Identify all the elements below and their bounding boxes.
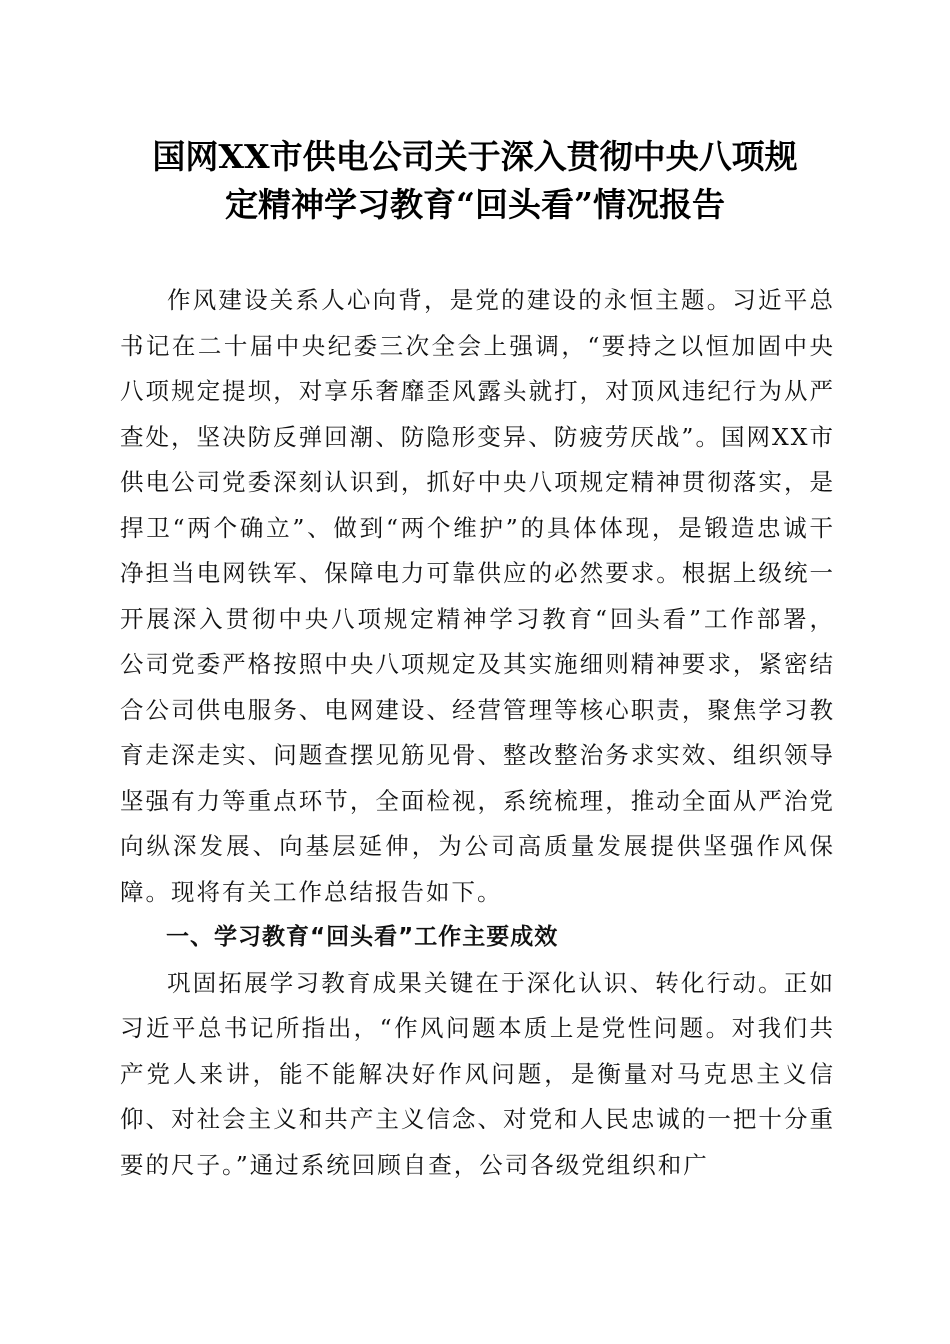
title-line-2: 定精神学习教育“回头看”情况报告 xyxy=(225,185,725,224)
section-paragraph: 巩固拓展学习教育成果关键在于深化认识、转化行动。正如习近平总书记所指出，“作风问题本质上是党性问题。对我们共产党人来讲，能不能解决好作风问题，是衡量对马克思主义信仰、对社会主义和共产主义信念、对党和人民忠诚的一把十分重要的尺子。”通过系统回顾自查，公司各级党组织和广 xyxy=(120,968,835,1179)
section-heading: 一、学习教育“回头看”工作主要成效 xyxy=(166,924,559,950)
document-title xyxy=(100,133,850,229)
intro-paragraph: 作风建设关系人心向背，是党的建设的永恒主题。习近平总书记在二十届中央纪委三次全会上强调，“要持之以恒加固中央八项规定提坝，对享乐奢靡歪风露头就打，对顶风违纪行为从严查处，坚决防反弹回潮、防隐形变异、防疲劳厌战”。国网XX市供电公司党委深刻认识到，抓好中央八项规定精神贯彻落实，是捍卫“两个确立”、做到“两个维护”的具体体现，是锻造忠诚干净担当电网铁军、保障电力可靠供应的必然要求。根据上级统一开展深入贯彻中央八项规定精神学习教育“回头看”工作部署，公司党委严格按照中央八项规定及其实施细则精神要求，紧密结合公司供电服务、电网建设、经营管理等核心职责，聚焦学习教育走深走实、问题查摆见筋见骨、整改整治务求实效、组织领导坚强有力等重点环节，全面检视，系统梳理，推动全面从严治党向纵深发展、向基层延伸，为公司高质量发展提供坚强作风保障。现将有关工作总结报告如下。 xyxy=(120,286,835,906)
document-body xyxy=(120,278,835,1188)
title-line-1: 国网XX市供电公司关于深入贯彻中央八项规 xyxy=(152,137,798,176)
